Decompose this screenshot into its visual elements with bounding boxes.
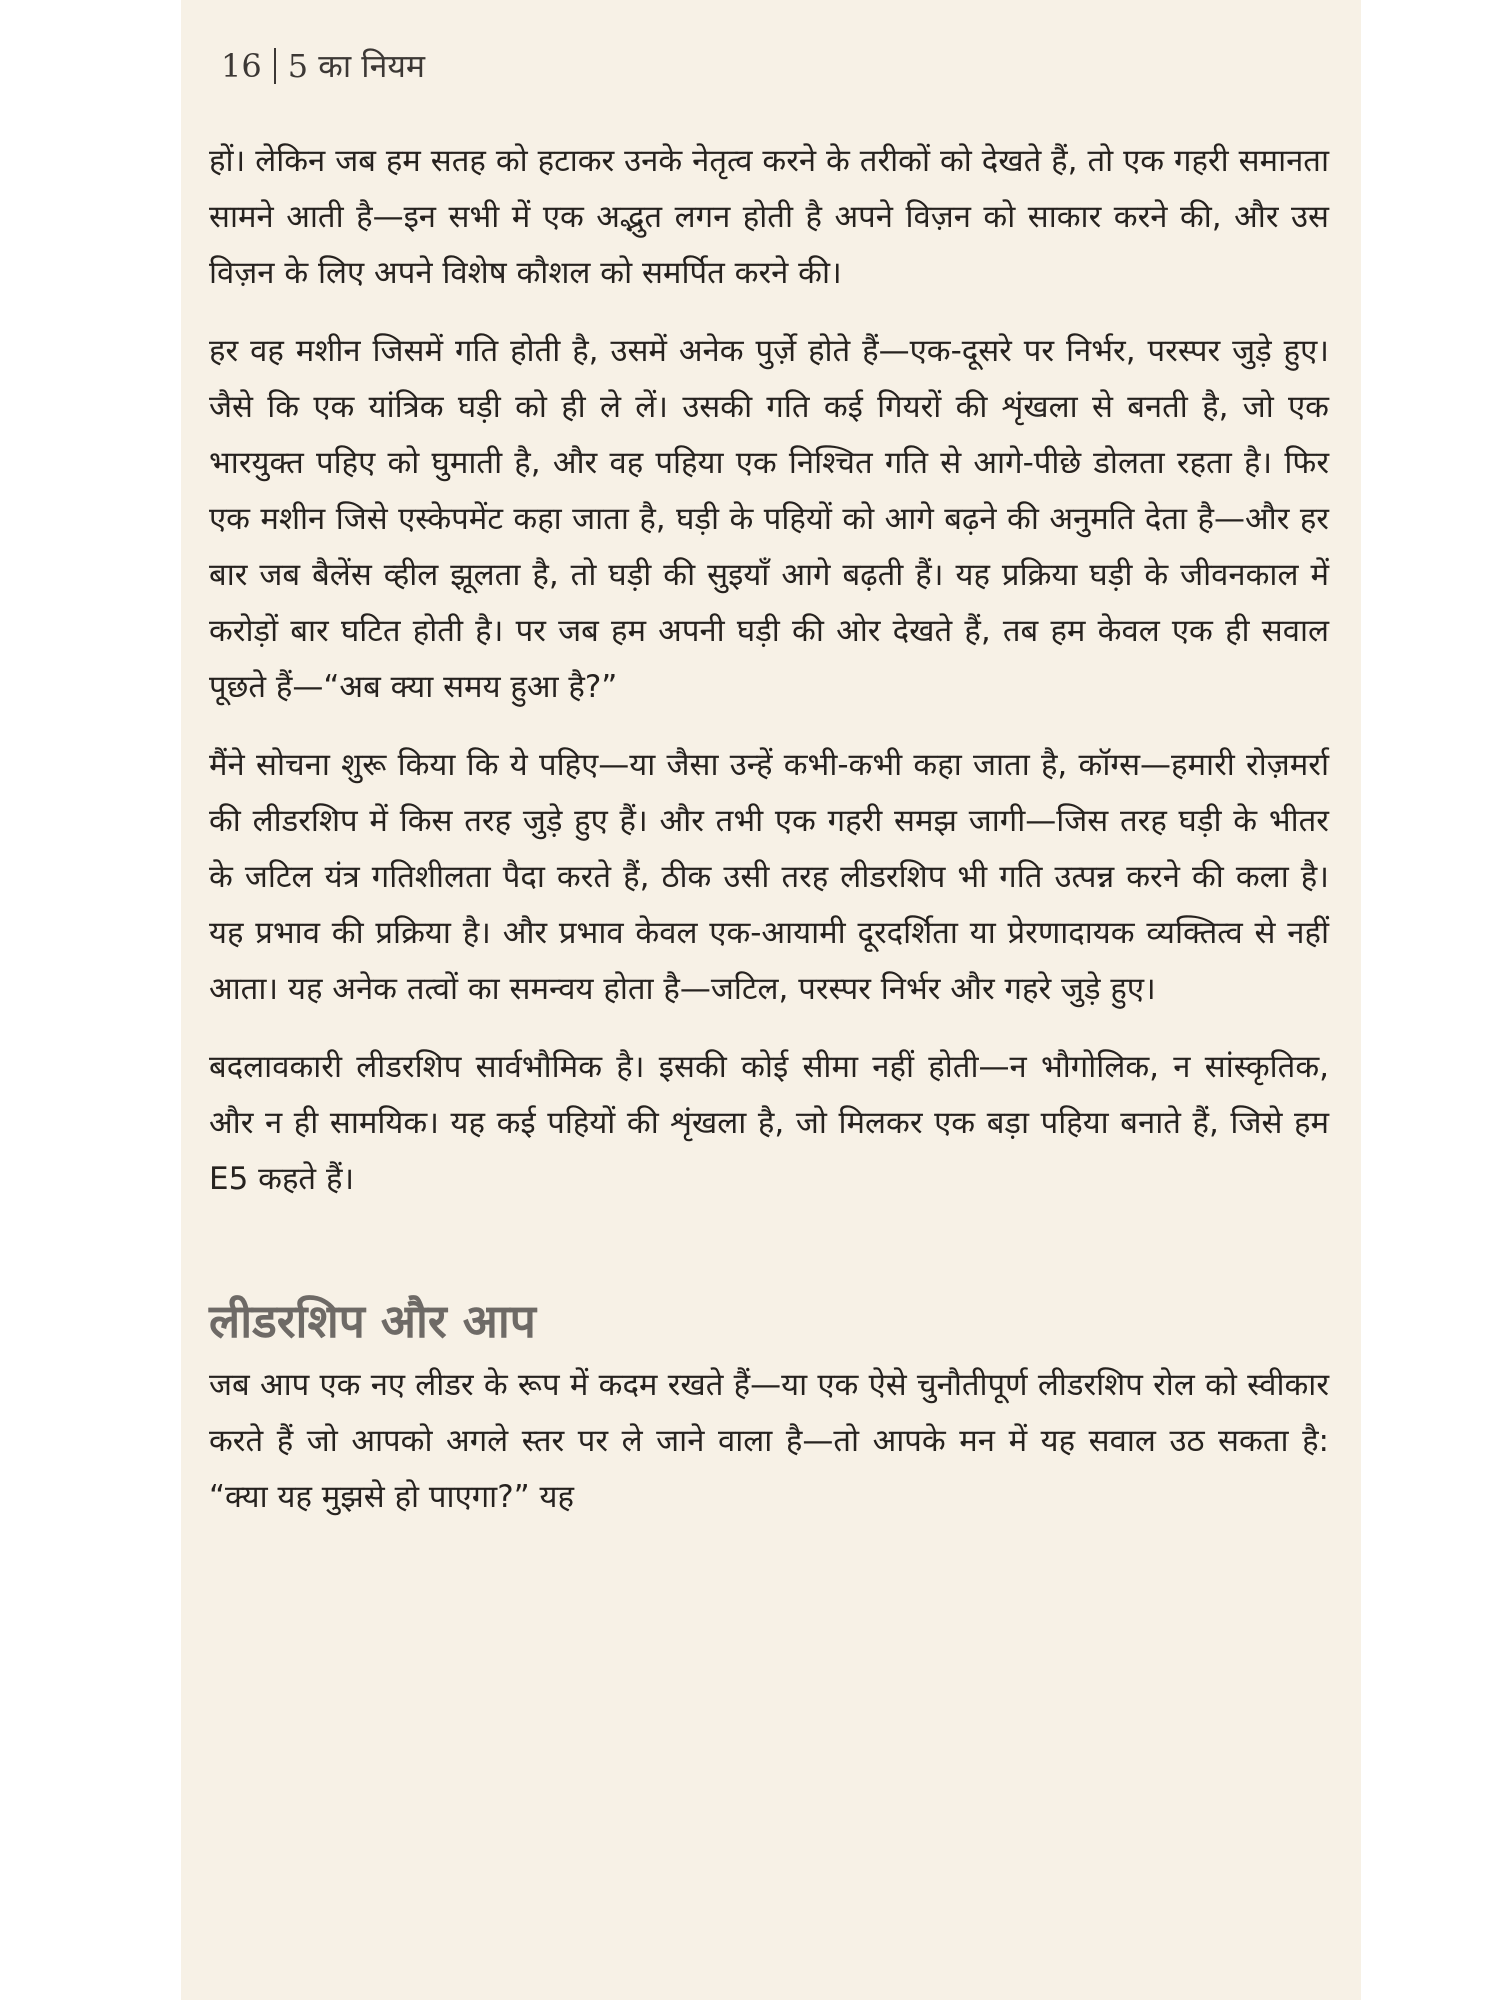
body-text <box>209 133 1329 1525</box>
page-number: 16 <box>221 47 262 85</box>
book-title: 5 का नियम <box>287 47 426 85</box>
header-divider <box>274 48 276 84</box>
section-paragraph: जब आप एक नए लीडर के रूप में कदम रखते हैं—या एक ऐसे चुनौतीपूर्ण लीडरशिप रोल को स्वीकार करते हैं जो आपको अगले स्तर पर ले जाने वाला है—तो आपके मन में यह सवाल उठ सकता है: “क्या यह मुझसे हो पाएगा?” यह <box>209 1367 1329 1515</box>
paragraph-2: हर वह मशीन जिसमें गति होती है, उसमें अनेक पुर्ज़े होते हैं—एक-दूसरे पर निर्भर, परस्पर जुड़े हुए। जैसे कि एक यांत्रिक घड़ी को ही ले लें। उसकी गति कई गियरों की शृंखला से बनती है, जो एक भारयुक्त पहिए को घुमाती है, और वह पहिया एक निश्चित गति से आगे-पीछे डोलता रहता है। फिर एक मशीन जिसे एस्केपमेंट कहा जाता है, घड़ी के पहियों को आगे बढ़ने की अनुमति देता है—और हर बार जब बैलेंस व्हील झूलता है, तो घड़ी की सुइयाँ आगे बढ़ती हैं। यह प्रक्रिया घड़ी के जीवनकाल में करोड़ों बार घटित होती है। पर जब हम अपनी घड़ी की ओर देखते हैं, तब हम केवल एक ही सवाल पूछते हैं—“अब क्या समय हुआ है?” <box>209 333 1329 705</box>
paragraph-4: बदलावकारी लीडरशिप सार्वभौमिक है। इसकी कोई सीमा नहीं होती—न भौगोलिक, न सांस्कृतिक, और न ही सामयिक। यह कई पहियों की शृंखला है, जो मिलकर एक बड़ा पहिया बनाते हैं, जिसे हम E5 कहते हैं। <box>209 1049 1329 1197</box>
section-heading: लीडरशिप और आप <box>209 1294 536 1348</box>
running-header <box>221 44 425 87</box>
book-page <box>181 0 1361 2000</box>
paragraph-1: हों। लेकिन जब हम सतह को हटाकर उनके नेतृत्व करने के तरीकों को देखते हैं, तो एक गहरी समानता सामने आती है—इन सभी में एक अद्भुत लगन होती है अपने विज़न को साकार करने की, और उस विज़न के लिए अपने विशेष कौशल को समर्पित करने की। <box>209 143 1329 291</box>
paragraph-3: मैंने सोचना शुरू किया कि ये पहिए—या जैसा उन्हें कभी-कभी कहा जाता है, कॉग्स—हमारी रोज़मर्रा की लीडरशिप में किस तरह जुड़े हुए हैं। और तभी एक गहरी समझ जागी—जिस तरह घड़ी के भीतर के जटिल यंत्र गतिशीलता पैदा करते हैं, ठीक उसी तरह लीडरशिप भी गति उत्पन्न करने की कला है। यह प्रभाव की प्रक्रिया है। और प्रभाव केवल एक-आयामी दूरदर्शिता या प्रेरणादायक व्यक्तित्व से नहीं आता। यह अनेक तत्वों का समन्वय होता है—जटिल, परस्पर निर्भर और गहरे जुड़े हुए। <box>209 747 1329 1007</box>
